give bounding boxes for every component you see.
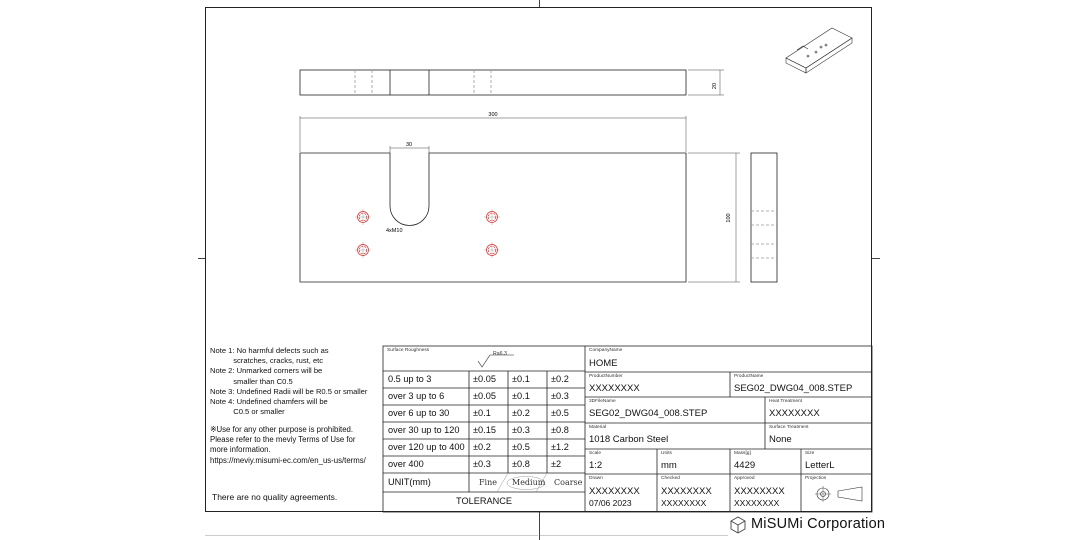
scale-label: Scale [589, 451, 601, 456]
tolerance-footer: TOLERANCE [456, 496, 512, 506]
mass-label: Mass[g] [734, 451, 751, 456]
tolerance-fine-cell: ±0.3 [473, 459, 491, 469]
approved-label: Approved [734, 476, 755, 481]
approved-by: XXXXXXXX [734, 486, 785, 497]
company-name: HOME [589, 358, 618, 369]
roughness-value: Ra6.3 [493, 351, 507, 357]
tolerance-coarse-cell: ±1.2 [551, 442, 569, 452]
material-label: Material [589, 425, 607, 430]
tolerance-coarse-cell: ±0.3 [551, 391, 569, 401]
heat-treatment: XXXXXXXX [769, 408, 820, 419]
drawn-label: Drawn [589, 476, 603, 481]
brand-name: MiSUMi Corporation [751, 516, 886, 532]
file-name-label: 3DFileName [589, 399, 616, 404]
tolerance-range-cell: over 6 up to 30 [388, 408, 450, 418]
product-number: XXXXXXXX [589, 383, 640, 394]
tolerance-range-cell: over 3 up to 6 [388, 391, 445, 401]
product-name-label: ProductName [734, 374, 764, 379]
quality-agreement-note: There are no quality agreements. [212, 492, 338, 502]
grade-medium: Medium [512, 478, 546, 487]
units-label: Units [661, 451, 672, 456]
file-name: SEG02_DWG04_008.STEP [589, 408, 708, 419]
surface-treatment: None [769, 434, 792, 445]
tolerance-fine-cell: ±0.05 [473, 374, 496, 384]
tolerance-fine-cell: ±0.1 [473, 408, 491, 418]
projection-symbol-icon [815, 486, 862, 502]
checked-sub: XXXXXXXX [661, 498, 707, 508]
scale: 1:2 [589, 460, 603, 471]
tolerance-range-cell: over 120 up to 400 [388, 442, 465, 452]
size-label: Size [805, 451, 815, 456]
company-name-label: CompanyName [589, 348, 623, 353]
surface-treatment-label: Surface Treatment [769, 425, 809, 430]
dim-height: 100 [726, 213, 732, 223]
units: mm [661, 460, 677, 471]
surface-roughness-label: Surface Roughness [387, 348, 430, 353]
heat-treatment-label: Heat Treatment [769, 399, 803, 404]
dim-slot-width: 30 [405, 142, 413, 148]
terms-of-use-note: ※Use for any other purpose is prohibited. Please refer to the meviy Terms of Use for more information. https://meviy.misumi-ec.com/en_us-us/terms/ [210, 425, 366, 465]
drawn-date: 07/06 2023 [589, 498, 632, 508]
tolerance-medium-cell: ±0.1 [512, 391, 530, 401]
dim-length: 300 [488, 112, 498, 118]
tolerance-coarse-cell: ±2 [551, 459, 562, 469]
grade-coarse: Coarse [554, 478, 583, 487]
tolerance-range-cell: 0.5 up to 3 [388, 374, 432, 384]
tolerance-coarse-cell: ±0.8 [551, 425, 569, 435]
material: 1018 Carbon Steel [589, 434, 669, 445]
tolerance-medium-cell: ±0.5 [512, 442, 530, 452]
tolerance-fine-cell: ±0.05 [473, 391, 496, 401]
projection-label: Projection [805, 476, 827, 481]
drawn-by: XXXXXXXX [589, 486, 640, 497]
grade-fine: Fine [479, 478, 497, 487]
tolerance-fine-cell: ±0.15 [473, 425, 496, 435]
approved-sub: XXXXXXXX [734, 498, 780, 508]
tolerance-range-cell: over 30 up to 120 [388, 425, 460, 435]
tolerance-coarse-cell: ±0.5 [551, 408, 569, 418]
tolerance-range-cell: over 400 [388, 459, 424, 469]
mass: 4429 [734, 460, 756, 471]
product-name: SEG02_DWG04_008.STEP [734, 383, 853, 394]
tolerance-medium-cell: ±0.1 [512, 374, 530, 384]
tolerance-coarse-cell: ±0.2 [551, 374, 569, 384]
tolerance-medium-cell: ±0.2 [512, 408, 530, 418]
checked-by: XXXXXXXX [661, 486, 712, 497]
unit-label: UNIT(mm) [388, 477, 431, 487]
notes-block: Note 1: No harmful defects such as scratches, cracks, rust, etc Note 2: Unmarked corners will be smaller than C0.5 Note 3: Undefined Radii will be R0.5 or smaller Note 4: Undefined chamfers will be C0.5 or smaller [210, 346, 368, 417]
size: LetterL [805, 460, 835, 471]
hole-callout: 4xM10 [386, 228, 403, 234]
tolerance-fine-cell: ±0.2 [473, 442, 491, 452]
tolerance-medium-cell: ±0.8 [512, 459, 530, 469]
product-number-label: ProductNumber [589, 374, 623, 379]
misumi-logo-icon [728, 515, 748, 535]
checked-label: Checked [661, 476, 680, 481]
dim-thickness: 20 [712, 82, 718, 90]
tolerance-medium-cell: ±0.3 [512, 425, 530, 435]
